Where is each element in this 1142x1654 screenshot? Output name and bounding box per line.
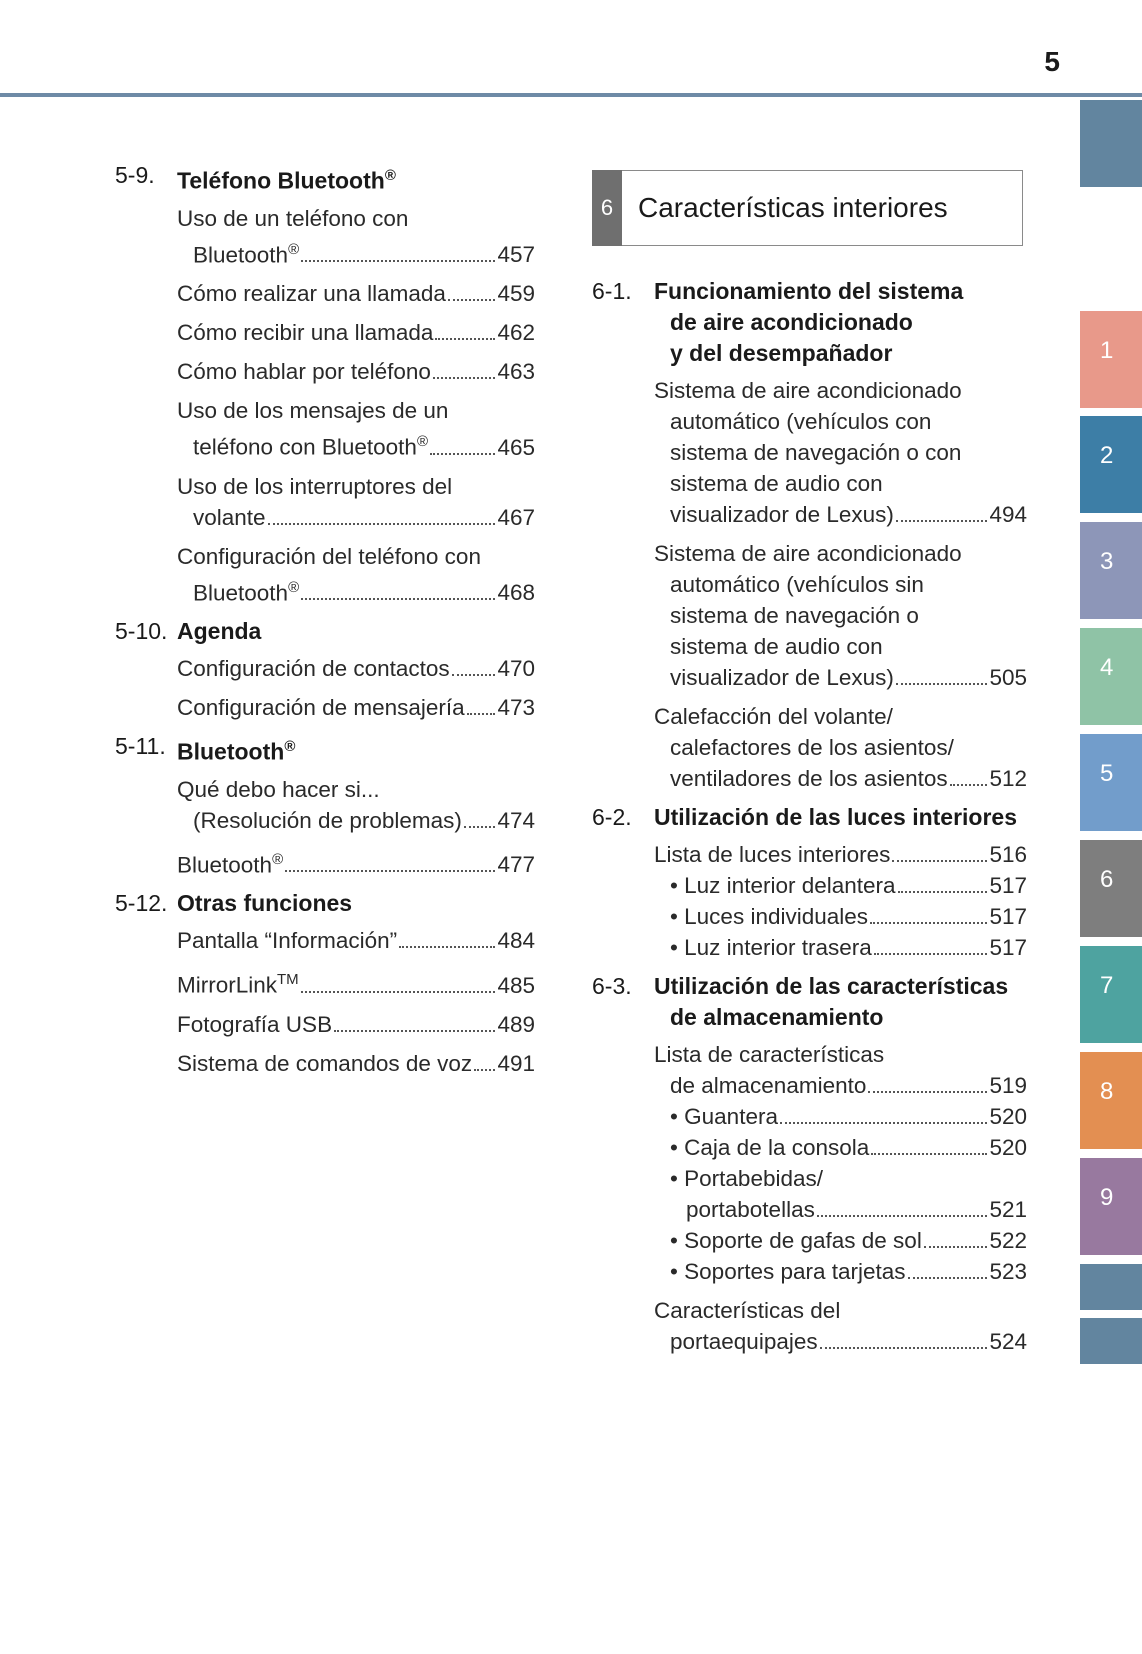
section-heading-5-12 (115, 888, 535, 919)
section-title: Otras funciones (177, 890, 353, 917)
section-number: 5-9. (115, 162, 155, 188)
toc-entry[interactable]: Cómo recibir una llamada 462 (177, 317, 535, 348)
section-heading-5-9 (115, 160, 535, 197)
side-tab-blank-11[interactable] (1080, 1318, 1142, 1364)
page-ref: 505 (989, 665, 1027, 690)
page-ref: 517 (989, 904, 1027, 929)
page-ref: 468 (497, 580, 535, 606)
page-ref: 491 (497, 1050, 535, 1076)
toc-subentry[interactable]: • Caja de la consola 520 (654, 1132, 1027, 1163)
toc-subentry[interactable]: • Luz interior delantera 517 (654, 870, 1027, 901)
side-tab-label: 3 (1100, 548, 1114, 575)
page-ref: 459 (497, 281, 535, 307)
section-number: 5-12. (115, 890, 168, 917)
side-tab-7[interactable] (1080, 946, 1142, 1043)
side-tab-label: 7 (1100, 972, 1114, 999)
bullet-icon: • (670, 1166, 678, 1191)
page-ref: 465 (497, 434, 535, 460)
section-number: 5-10. (115, 618, 168, 645)
section-title: Funcionamiento del sistema de aire acondicionado y del desempañador (654, 278, 964, 366)
bullet-icon: • (670, 1135, 678, 1160)
toc-left-column (115, 160, 535, 1087)
toc-subentry[interactable]: • Portabebidas/ (654, 1163, 1027, 1194)
toc-entry[interactable]: Pantalla “Información” 484 (177, 925, 535, 956)
side-tab-5[interactable] (1080, 734, 1142, 831)
section-heading-5-11 (115, 731, 535, 768)
side-tab-6[interactable] (1080, 840, 1142, 937)
section-heading-5-10 (115, 616, 535, 647)
chapter-header (592, 170, 1023, 246)
page-ref: 522 (989, 1228, 1027, 1253)
toc-entry[interactable]: Sistema de comandos de voz 491 (177, 1048, 535, 1079)
side-tab-label: 6 (1100, 866, 1114, 893)
toc-entry[interactable]: Configuración de contactos 470 (177, 653, 535, 684)
section-heading-6-3 (592, 971, 1027, 1033)
bullet-icon: • (670, 904, 678, 929)
page-ref: 517 (989, 935, 1027, 960)
toc-entry[interactable]: Fotografía USB 489 (177, 1009, 535, 1040)
page-ref: 467 (497, 504, 535, 530)
page-ref: 521 (989, 1197, 1027, 1222)
toc-entry[interactable]: Sistema de aire acondicionado automático (vehículos con sistema de navegación o con sistema de audio con visualizador de Lexus) 494 (654, 375, 1027, 530)
side-tab-blank-10[interactable] (1080, 1264, 1142, 1310)
section-title: Bluetooth® (177, 738, 296, 765)
toc-entry[interactable]: Uso de los mensajes de un teléfono con Bluetooth® 465 (177, 395, 535, 463)
page-ref: 470 (497, 656, 535, 682)
page-ref: 457 (497, 242, 535, 268)
side-tab-8[interactable] (1080, 1052, 1142, 1149)
toc-subentry[interactable]: • Soporte de gafas de sol 522 (654, 1225, 1027, 1256)
page-ref: 494 (989, 502, 1027, 527)
side-tab-label: 4 (1100, 654, 1114, 681)
page-ref: 485 (497, 972, 535, 998)
page-ref: 477 (497, 852, 535, 878)
side-tab-label: 2 (1100, 442, 1114, 469)
toc-subentry[interactable]: • Soportes para tarjetas 523 (654, 1256, 1027, 1287)
side-tab-label: 5 (1100, 760, 1114, 787)
toc-entry[interactable]: Sistema de aire acondicionado automático (vehículos sin sistema de navegación o sistema de audio con visualizador de Lexus) 505 (654, 538, 1027, 693)
page-ref: 463 (497, 359, 535, 385)
toc-entry[interactable]: Lista de luces interiores 516 • Luz interior delantera 517 • Luces individuales 517 • Luz interior trasera 517 (654, 839, 1027, 963)
toc-entry[interactable]: Uso de los interruptores del volante 467 (177, 471, 535, 533)
page-ref: 517 (989, 873, 1027, 898)
toc-entry[interactable]: Lista de características de almacenamiento 519 • Guantera 520 • Caja de la consola 520 • Portabebidas/ portabotellas 521 • Soporte de gafas de sol 522 • Soportes para tarjetas 523 (654, 1039, 1027, 1287)
section-title: Teléfono Bluetooth® (177, 167, 396, 194)
section-heading-6-2 (592, 802, 1027, 833)
section-title: Utilización de las características de almacenamiento (654, 973, 1009, 1030)
side-tab-4[interactable] (1080, 628, 1142, 725)
toc-entry[interactable]: Configuración de mensajería 473 (177, 692, 535, 723)
page-ref: 520 (989, 1104, 1027, 1129)
toc-entry[interactable]: Características del portaequipajes 524 (654, 1295, 1027, 1357)
side-tab-label: 1 (1100, 337, 1114, 364)
page-ref: 474 (497, 807, 535, 833)
toc-entry[interactable]: Qué debo hacer si... (Resolución de problemas) 474 (177, 774, 535, 836)
toc-entry[interactable]: Bluetooth® 477 (177, 844, 535, 881)
side-tab-3[interactable] (1080, 522, 1142, 619)
page-ref: 473 (497, 695, 535, 721)
toc-entry[interactable]: Uso de un teléfono con Bluetooth® 457 (177, 203, 535, 271)
page-number: 5 (1044, 46, 1060, 77)
bullet-icon: • (670, 935, 678, 960)
page-ref: 484 (497, 928, 535, 954)
side-tab-2[interactable] (1080, 416, 1142, 513)
section-title: Utilización de las luces interiores (654, 804, 1018, 830)
section-number: 6-2. (592, 804, 632, 830)
side-tab-label: 9 (1100, 1184, 1114, 1211)
page-ref: 524 (989, 1329, 1027, 1354)
bullet-icon: • (670, 1104, 678, 1129)
bullet-icon: • (670, 1228, 678, 1253)
bullet-icon: • (670, 873, 678, 898)
toc-subentry[interactable]: • Luces individuales 517 (654, 901, 1027, 932)
page-ref: 520 (989, 1135, 1027, 1160)
bullet-icon: • (670, 1259, 678, 1284)
page-ref: 523 (989, 1259, 1027, 1284)
top-rule (0, 93, 1142, 97)
toc-entry[interactable]: Configuración del teléfono con Bluetooth® 468 (177, 541, 535, 609)
section-number: 6-1. (592, 278, 632, 304)
page-ref: 516 (989, 842, 1027, 867)
toc-entry[interactable]: Calefacción del volante/ calefactores de los asientos/ ventiladores de los asientos 512 (654, 701, 1027, 794)
toc-subentry[interactable]: • Guantera 520 (654, 1101, 1027, 1132)
chapter-number: 6 (592, 170, 622, 246)
toc-entry[interactable]: Cómo realizar una llamada 459 (177, 278, 535, 309)
side-tab-1[interactable] (1080, 311, 1142, 408)
page-ref: 512 (989, 766, 1027, 791)
section-number: 6-3. (592, 973, 632, 999)
side-tab-9[interactable] (1080, 1158, 1142, 1255)
side-tab-label: 8 (1100, 1078, 1114, 1105)
toc-entry[interactable]: MirrorLink™ 485 (177, 964, 535, 1001)
section-title: Agenda (177, 618, 262, 645)
page-ref: 462 (497, 320, 535, 346)
toc-subentry[interactable]: • Luz interior trasera 517 (654, 932, 1027, 963)
toc-entry[interactable]: Cómo hablar por teléfono 463 (177, 356, 535, 387)
section-heading-6-1 (592, 276, 1027, 369)
toc-right-column (592, 170, 1027, 1365)
section-number: 5-11. (115, 733, 166, 760)
side-tab-blank-top[interactable] (1080, 100, 1142, 187)
chapter-title: Características interiores (638, 192, 948, 223)
page-ref: 489 (497, 1011, 535, 1037)
page-ref: 519 (989, 1073, 1027, 1098)
